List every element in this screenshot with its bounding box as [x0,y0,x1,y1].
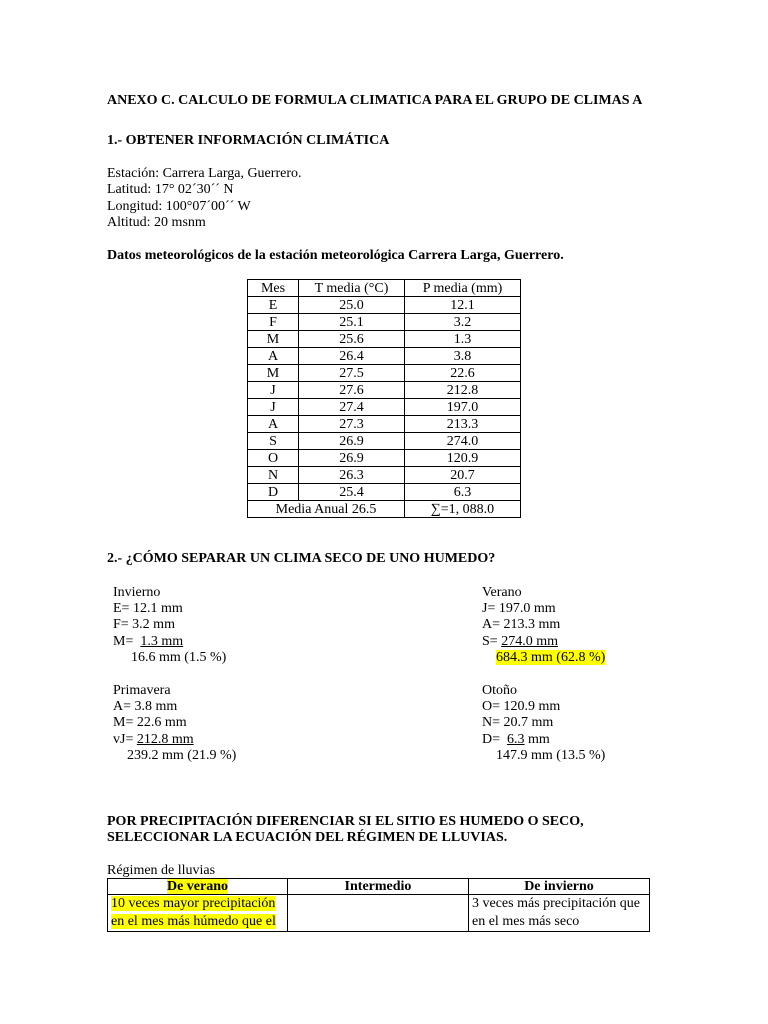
temp-cell: 27.5 [299,365,405,382]
primavera-title: Primavera [113,683,171,698]
temp-cell: 26.9 [299,450,405,467]
precip-cell: 3.8 [405,348,521,365]
precip-cell: 3.2 [405,314,521,331]
primavera-total: 239.2 mm (21.9 %) [127,748,237,763]
header-mes: Mes [248,280,299,297]
month-cell: M [248,365,299,382]
precip-cell: 1.3 [405,331,521,348]
table-row [248,314,521,331]
precip-cell: 213.3 [405,416,521,433]
precip-cell: 212.8 [405,382,521,399]
otono-line: O= 120.9 mm [482,699,561,714]
invierno-line: F= 3.2 mm [113,617,175,632]
precip-cell: 22.6 [405,365,521,382]
month-cell: N [248,467,299,484]
month-cell: O [248,450,299,467]
temp-cell: 25.1 [299,314,405,331]
verano-rule-line1: 10 veces mayor precipitación [111,896,276,911]
table-row [248,348,521,365]
invierno-total: 16.6 mm (1.5 %) [131,650,227,665]
verano-line3-value: 274.0 mm [501,634,558,649]
otono-title: Otoño [482,683,517,698]
invierno-rule-line1: 3 veces más precipitación que [472,896,640,911]
otono-total: 147.9 mm (13.5 %) [496,748,606,763]
verano-total-highlight: 684.3 mm (62.8 %) [496,650,606,665]
table-header-row [248,280,521,297]
section3-heading-line1: POR PRECIPITACIÓN DIFERENCIAR SI EL SITIO ES HUMEDO O SECO, [107,814,584,829]
header-de-invierno: De invierno [469,879,650,895]
table-row [248,365,521,382]
station-altitude: Altitud: 20 msnm [107,215,206,230]
table-row [248,450,521,467]
temp-cell: 25.4 [299,484,405,501]
section1-heading: 1.- OBTENER INFORMACIÓN CLIMÁTICA [107,133,390,148]
annual-mean-cell: Media Anual 26.5 [248,501,405,518]
invierno-line3-prefix: M= [113,634,141,649]
table-caption: Datos meteorológicos de la estación meteorológica Carrera Larga, Guerrero. [107,248,564,263]
precip-cell: 12.1 [405,297,521,314]
table-row [248,331,521,348]
header-intermedio: Intermedio [288,879,469,895]
invierno-title: Invierno [113,585,161,600]
primavera-line3-value: 212.8 mm [136,732,194,747]
header-de-verano-text: De verano [166,879,229,894]
invierno-line3-value: 1.3 mm [140,634,184,649]
invierno-line [113,633,183,650]
precip-cell: 197.0 [405,399,521,416]
temp-cell: 26.9 [299,433,405,450]
intermedio-rule-cell [288,895,469,932]
temp-cell: 26.4 [299,348,405,365]
verano-line [482,633,558,650]
precip-cell: 6.3 [405,484,521,501]
temp-cell: 25.6 [299,331,405,348]
month-cell: A [248,416,299,433]
header-de-verano [108,879,288,895]
month-cell: J [248,399,299,416]
verano-total [496,649,605,666]
month-cell: M [248,331,299,348]
document-title: ANEXO C. CALCULO DE FORMULA CLIMATICA PARA EL GRUPO DE CLIMAS A [107,93,643,108]
month-cell: S [248,433,299,450]
section2-heading: 2.- ¿CÓMO SEPARAR UN CLIMA SECO DE UNO HUMEDO? [107,551,496,566]
otono-line: N= 20.7 mm [482,715,554,730]
primavera-line: M= 22.6 mm [113,715,187,730]
month-cell: D [248,484,299,501]
primavera-line: A= 3.8 mm [113,699,178,714]
precip-cell: 20.7 [405,467,521,484]
temp-cell: 26.3 [299,467,405,484]
month-cell: F [248,314,299,331]
annual-sum-cell: ∑=1, 088.0 [405,501,521,518]
primavera-line3-prefix: vJ= [113,732,137,747]
verano-rule-cell [108,895,288,932]
station-name: Estación: Carrera Larga, Guerrero. [107,166,302,181]
regimen-caption: Régimen de lluvias [107,863,216,878]
station-latitude: Latitud: 17° 02´30´´ N [107,182,234,197]
verano-line: A= 213.3 mm [482,617,561,632]
header-t-media: T media (°C) [299,280,405,297]
verano-rule-line2: en el mes más húmedo que el [111,914,276,929]
regimen-header-row [108,879,650,895]
otono-line3-prefix: D= [482,732,508,747]
verano-title: Verano [482,585,522,600]
section3-heading-line2: SELECCIONAR LA ECUACIÓN DEL RÉGIMEN DE LLUVIAS. [107,830,508,845]
month-cell: E [248,297,299,314]
table-row [248,467,521,484]
table-row [248,382,521,399]
verano-line3-prefix: S= [482,634,502,649]
table-row [248,399,521,416]
table-footer-row [248,501,521,518]
month-cell: A [248,348,299,365]
precip-cell: 120.9 [405,450,521,467]
table-row [248,297,521,314]
invierno-rule-cell [469,895,650,932]
otono-line3-suffix: mm [524,732,550,747]
month-cell: J [248,382,299,399]
rainfall-regime-table [107,878,650,932]
table-row [248,433,521,450]
otono-line3-value: 6.3 [507,732,525,747]
temp-cell: 27.3 [299,416,405,433]
temp-cell: 27.4 [299,399,405,416]
temp-cell: 25.0 [299,297,405,314]
station-longitude: Longitud: 100°07´00´´ W [107,199,251,214]
header-p-media: P media (mm) [405,280,521,297]
table-row [248,484,521,501]
otono-line [482,731,550,748]
invierno-rule-line2: en el mes más seco [472,914,580,929]
regimen-row [108,895,650,932]
invierno-line: E= 12.1 mm [113,601,183,616]
table-row [248,416,521,433]
climate-data-table [247,279,521,518]
verano-line: J= 197.0 mm [482,601,556,616]
precip-cell: 274.0 [405,433,521,450]
temp-cell: 27.6 [299,382,405,399]
primavera-line [113,731,194,748]
